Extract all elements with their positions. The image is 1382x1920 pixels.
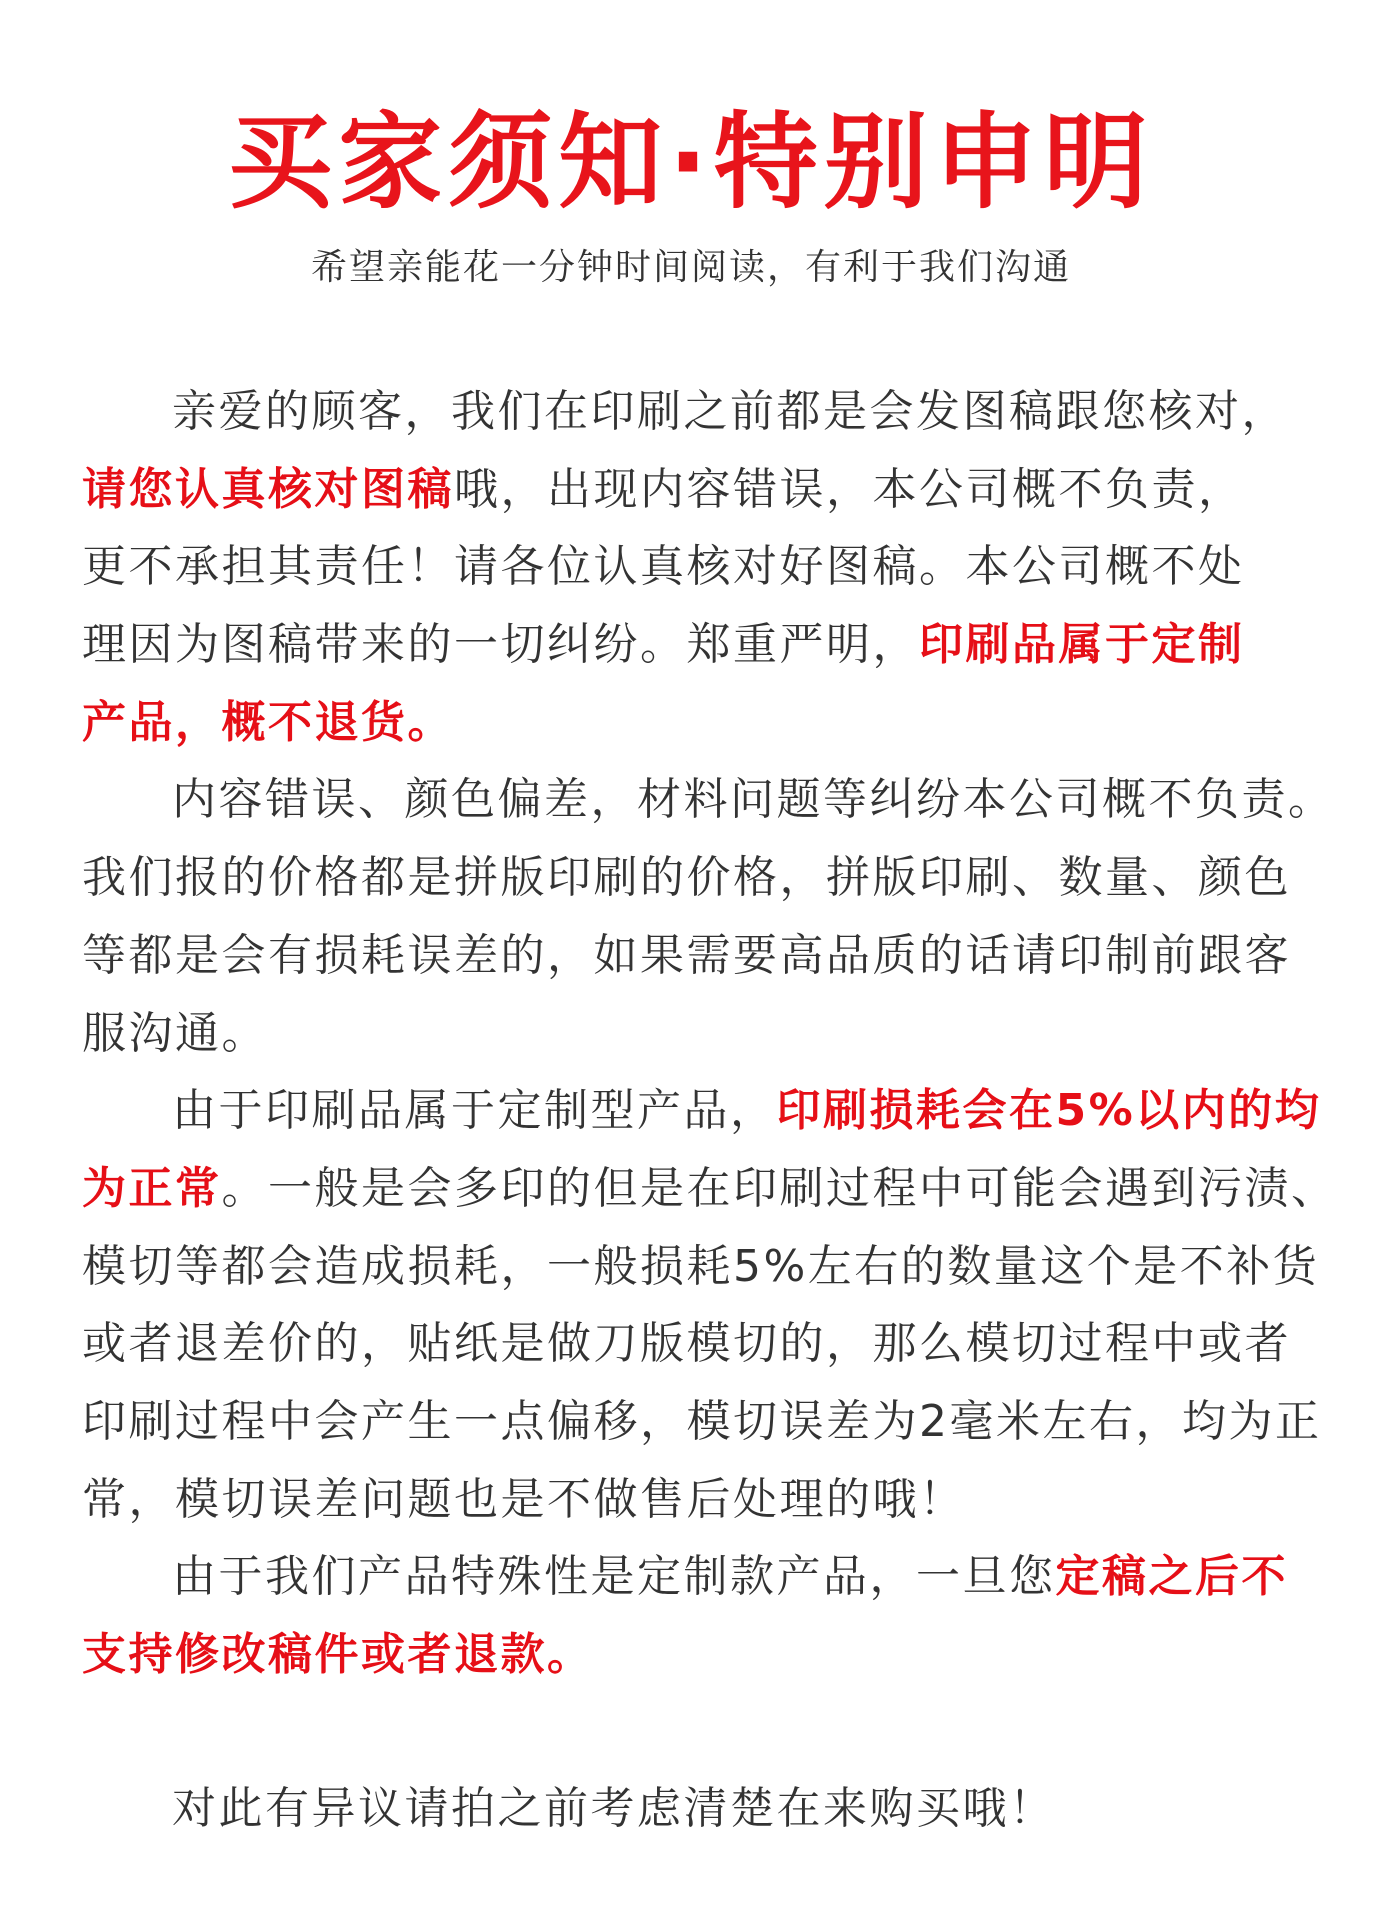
emphasis-text: 定稿之后不 [1055,1551,1288,1603]
emphasis-text: 支持修改稿件或者退款。 [82,1629,594,1680]
notice-line [82,1538,1372,1616]
notice-text: 亲爱的顾客，我们在印刷之前都是会发图稿跟您核对， [172,386,1288,437]
notice-line [82,995,1372,1073]
emphasis-text: 请您认真核对图稿 [82,463,454,515]
emphasis-text: 产品，概不退货。 [82,696,454,748]
notice-body [82,373,1372,1694]
emphasis-text: 印刷损耗会在5%以内的均 [776,1085,1322,1137]
notice-line [82,1150,1372,1228]
notice-text: 理因为图稿带来的一切纠纷。郑重严明， [82,619,919,671]
closing-note [82,1770,1372,1848]
page-title: 买家须知·特别申明 [228,101,1154,223]
notice-text: 我们报的价格都是拼版印刷的价格，拼版印刷、数量、颜色 [82,852,1291,904]
emphasis-text: 为正常 [82,1162,222,1214]
notice-text: 印刷过程中会产生一点偏移，模切误差为2毫米左右，均为正 [82,1395,1322,1447]
notice-line [82,1383,1372,1461]
notice-line [82,839,1372,917]
notice-text: 或者退差价的，贴纸是做刀版模切的，那么模切过程中或者 [82,1318,1291,1370]
notice-text: 。一般是会多印的但是在印刷过程中可能会遇到污渍、 [221,1162,1338,1214]
notice-line [82,1228,1372,1306]
notice-text: 更不承担其责任！请各位认真核对好图稿。本公司概不处 [82,541,1245,593]
notice-line [82,1305,1372,1383]
notice-text: 等都是会有损耗误差的，如果需要高品质的话请印制前跟客 [82,929,1291,981]
notice-line [82,684,1372,762]
notice-text: 由于我们产品特殊性是定制款产品，一旦您 [172,1551,1056,1603]
notice-line [82,451,1372,529]
notice-text: 模切等都会造成损耗，一般损耗5%左右的数量这个是不补货 [82,1240,1320,1292]
notice-line [82,1072,1372,1150]
notice-line [82,761,1372,839]
notice-text: 由于印刷品属于定制型产品， [172,1085,777,1137]
notice-text: 哦，出现内容错误，本公司概不负责， [454,463,1245,515]
notice-text: 常，模切误差问题也是不做售后处理的哦！ [82,1473,966,1525]
notice-text: 服沟通。 [82,1007,268,1059]
notice-line [82,917,1372,995]
closing-line [82,1770,1372,1848]
emphasis-text: 印刷品属于定制 [919,619,1245,671]
notice-line [82,373,1372,451]
notice-line [82,1461,1372,1539]
notice-line [82,606,1372,684]
closing-text: 对此有异议请拍之前考虑清楚在来购买哦！ [172,1783,1056,1834]
notice-line [82,1616,1372,1694]
notice-line [82,528,1372,606]
page-subtitle: 希望亲能花一分钟时间阅读，有利于我们沟通 [310,247,1071,288]
notice-text: 内容错误、颜色偏差，材料问题等纠纷本公司概不负责。 [172,774,1335,826]
